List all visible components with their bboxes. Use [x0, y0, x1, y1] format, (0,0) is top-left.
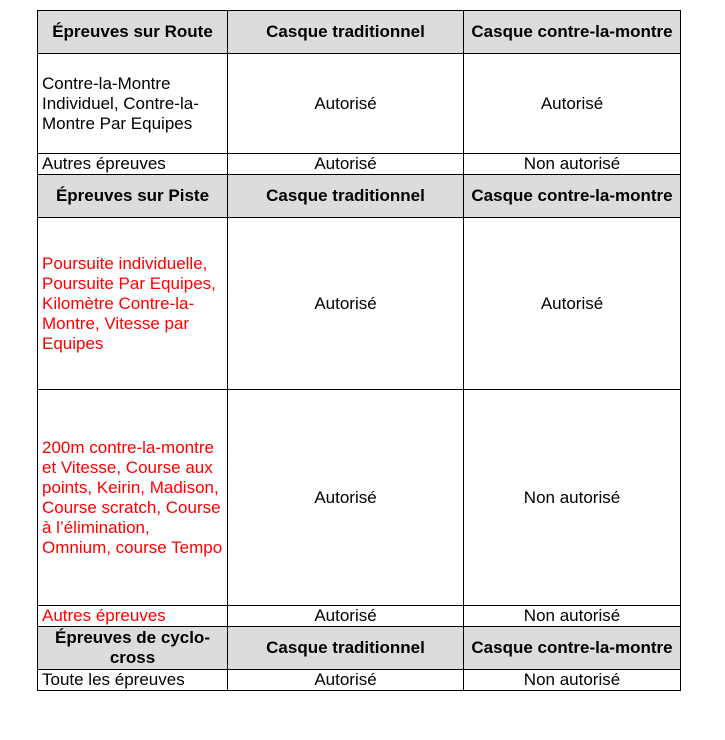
event-cell: Poursuite individuelle, Poursuite Par Equipes, Kilomètre Contre-la-Montre, Vitesse par Equipes	[38, 218, 228, 390]
time-trial-helmet-header: Casque contre-la-montre	[464, 627, 681, 670]
event-column-header: Épreuves sur Route	[38, 11, 228, 54]
time-trial-helmet-header: Casque contre-la-montre	[464, 11, 681, 54]
section-header-piste	[38, 175, 681, 218]
section-header-cyclo-cross	[38, 627, 681, 670]
traditional-helmet-value: Autorisé	[228, 670, 464, 691]
time-trial-helmet-value: Non autorisé	[464, 606, 681, 627]
traditional-helmet-value: Autorisé	[228, 54, 464, 154]
event-cell: Autres épreuves	[38, 154, 228, 175]
traditional-helmet-header: Casque traditionnel	[228, 11, 464, 54]
time-trial-helmet-value: Autorisé	[464, 218, 681, 390]
traditional-helmet-header: Casque traditionnel	[228, 175, 464, 218]
time-trial-helmet-value: Autorisé	[464, 54, 681, 154]
event-column-header: Épreuves de cyclo-cross	[38, 627, 228, 670]
traditional-helmet-value: Autorisé	[228, 390, 464, 606]
table-row	[38, 606, 681, 627]
time-trial-helmet-value: Non autorisé	[464, 670, 681, 691]
time-trial-helmet-header: Casque contre-la-montre	[464, 175, 681, 218]
table-row	[38, 218, 681, 390]
table-row	[38, 54, 681, 154]
event-cell: Autres épreuves	[38, 606, 228, 627]
event-cell: 200m contre-la-montre et Vitesse, Course aux points, Keirin, Madison, Course scratch, Course à l’élimination, Omnium, course Tempo	[38, 390, 228, 606]
section-header-route	[38, 11, 681, 54]
traditional-helmet-value: Autorisé	[228, 154, 464, 175]
traditional-helmet-header: Casque traditionnel	[228, 627, 464, 670]
table-row	[38, 154, 681, 175]
time-trial-helmet-value: Non autorisé	[464, 390, 681, 606]
helmet-rules-table	[37, 10, 681, 691]
event-cell: Toute les épreuves	[38, 670, 228, 691]
event-column-header: Épreuves sur Piste	[38, 175, 228, 218]
traditional-helmet-value: Autorisé	[228, 218, 464, 390]
event-cell: Contre-la-Montre Individuel, Contre-la-Montre Par Equipes	[38, 54, 228, 154]
time-trial-helmet-value: Non autorisé	[464, 154, 681, 175]
table-row	[38, 670, 681, 691]
table-row	[38, 390, 681, 606]
traditional-helmet-value: Autorisé	[228, 606, 464, 627]
